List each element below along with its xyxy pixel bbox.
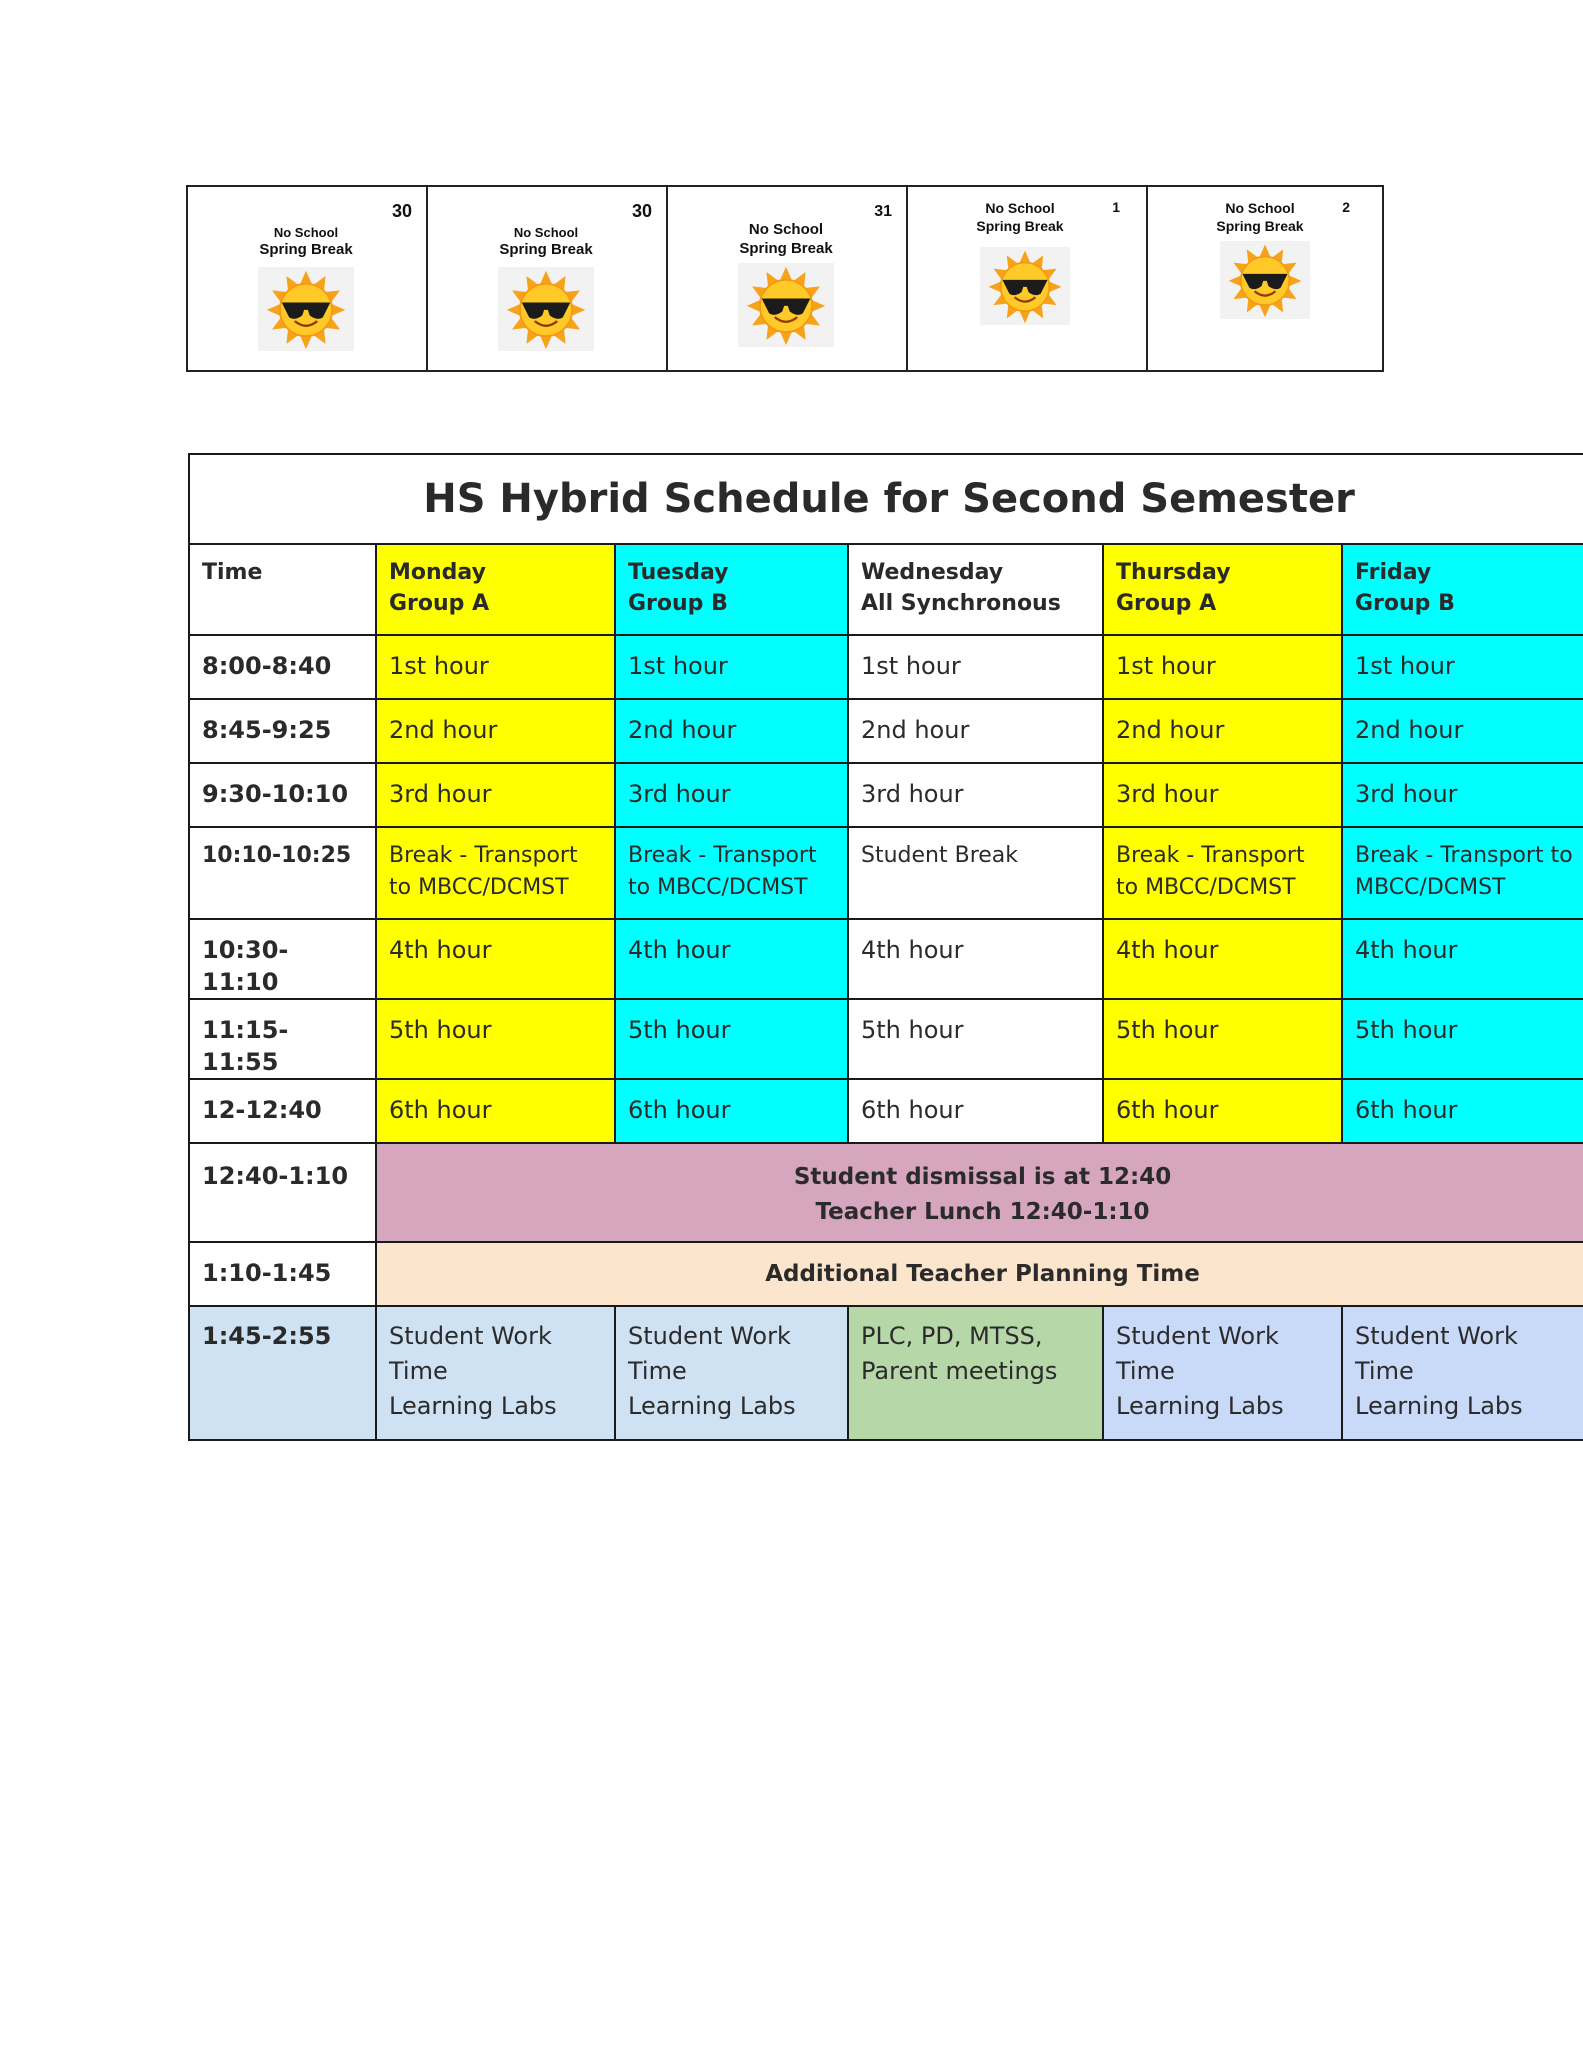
spring-break-label: Spring Break bbox=[1216, 217, 1304, 234]
period-cell-friday: Break - Transport to MBCC/DCMST bbox=[1342, 827, 1583, 919]
period-row bbox=[189, 827, 1583, 919]
period-cell-friday: 6th hour bbox=[1342, 1079, 1583, 1143]
period-cell-monday: 2nd hour bbox=[376, 699, 615, 763]
time-cell: 1:10-1:45 bbox=[189, 1242, 376, 1306]
day-number: 2 bbox=[1342, 199, 1350, 215]
time-cell: 12:40-1:10 bbox=[189, 1143, 376, 1242]
period-row bbox=[189, 635, 1583, 699]
period-cell-tuesday: 4th hour bbox=[615, 919, 848, 999]
labs-cell-tuesday: Student Work Time Learning Labs bbox=[615, 1306, 848, 1440]
period-row bbox=[189, 1079, 1583, 1143]
labs-cell-thursday: Student Work Time Learning Labs bbox=[1103, 1306, 1342, 1440]
period-cell-tuesday: 6th hour bbox=[615, 1079, 848, 1143]
labs-cell-friday: Student Work Time Learning Labs bbox=[1342, 1306, 1583, 1440]
header-monday: Monday Group A bbox=[376, 544, 615, 635]
period-cell-monday: 1st hour bbox=[376, 635, 615, 699]
spring-break-label: Spring Break bbox=[739, 239, 833, 257]
sun-sunglasses-icon bbox=[980, 247, 1070, 325]
labs-row bbox=[189, 1306, 1583, 1440]
period-cell-tuesday: 5th hour bbox=[615, 999, 848, 1079]
period-cell-friday: 4th hour bbox=[1342, 919, 1583, 999]
schedule-table bbox=[188, 453, 1583, 1441]
time-cell: 11:15-11:55 bbox=[189, 999, 376, 1079]
no-school-label: No School bbox=[273, 225, 339, 240]
sun-sunglasses-icon bbox=[498, 267, 594, 351]
period-cell-wednesday: 6th hour bbox=[848, 1079, 1103, 1143]
period-row bbox=[189, 763, 1583, 827]
period-cell-wednesday: 1st hour bbox=[848, 635, 1103, 699]
dismissal-lunch-cell: Student dismissal is at 12:40 Teacher Lunch 12:40-1:10 bbox=[376, 1143, 1583, 1242]
period-cell-thursday: 1st hour bbox=[1103, 635, 1342, 699]
calendar-day bbox=[428, 187, 668, 370]
labs-cell-monday: Student Work Time Learning Labs bbox=[376, 1306, 615, 1440]
period-cell-tuesday: Break - Transport to MBCC/DCMST bbox=[615, 827, 848, 919]
time-cell: 8:45-9:25 bbox=[189, 699, 376, 763]
plc-cell-wednesday: PLC, PD, MTSS, Parent meetings bbox=[848, 1306, 1103, 1440]
time-cell: 8:00-8:40 bbox=[189, 635, 376, 699]
day-number: 1 bbox=[1112, 199, 1120, 215]
time-cell: 1:45-2:55 bbox=[189, 1306, 376, 1440]
period-cell-wednesday: 3rd hour bbox=[848, 763, 1103, 827]
time-cell: 10:30-11:10 bbox=[189, 919, 376, 999]
planning-row bbox=[189, 1242, 1583, 1306]
sun-sunglasses-icon bbox=[1220, 241, 1310, 319]
period-cell-tuesday: 1st hour bbox=[615, 635, 848, 699]
period-cell-wednesday: Student Break bbox=[848, 827, 1103, 919]
period-cell-wednesday: 5th hour bbox=[848, 999, 1103, 1079]
sun-sunglasses-icon bbox=[738, 263, 834, 347]
period-cell-monday: 5th hour bbox=[376, 999, 615, 1079]
calendar-day bbox=[1148, 187, 1382, 370]
header-tuesday: Tuesday Group B bbox=[615, 544, 848, 635]
period-cell-thursday: 6th hour bbox=[1103, 1079, 1342, 1143]
sun-sunglasses-icon bbox=[258, 267, 354, 351]
period-cell-friday: 5th hour bbox=[1342, 999, 1583, 1079]
spring-break-calendar bbox=[186, 185, 1384, 372]
period-cell-monday: Break - Transport to MBCC/DCMST bbox=[376, 827, 615, 919]
period-row bbox=[189, 699, 1583, 763]
day-number: 31 bbox=[874, 203, 892, 220]
no-school-label: No School bbox=[748, 221, 824, 238]
schedule-title: HS Hybrid Schedule for Second Semester bbox=[189, 454, 1583, 544]
period-cell-thursday: 3rd hour bbox=[1103, 763, 1342, 827]
no-school-label: No School bbox=[513, 225, 579, 240]
period-cell-thursday: Break - Transport to MBCC/DCMST bbox=[1103, 827, 1342, 919]
day-number: 30 bbox=[631, 201, 652, 221]
period-cell-friday: 2nd hour bbox=[1342, 699, 1583, 763]
hybrid-schedule bbox=[188, 453, 1583, 1420]
header-thursday: Thursday Group A bbox=[1103, 544, 1342, 635]
no-school-label: No School bbox=[985, 200, 1055, 216]
no-school-label: No School bbox=[1225, 200, 1295, 216]
period-cell-monday: 6th hour bbox=[376, 1079, 615, 1143]
period-cell-wednesday: 2nd hour bbox=[848, 699, 1103, 763]
period-cell-friday: 3rd hour bbox=[1342, 763, 1583, 827]
period-cell-thursday: 4th hour bbox=[1103, 919, 1342, 999]
lunch-row bbox=[189, 1143, 1583, 1242]
period-cell-wednesday: 4th hour bbox=[848, 919, 1103, 999]
header-row bbox=[189, 544, 1583, 635]
period-cell-monday: 3rd hour bbox=[376, 763, 615, 827]
time-cell: 12-12:40 bbox=[189, 1079, 376, 1143]
spring-break-label: Spring Break bbox=[976, 217, 1064, 234]
calendar-day bbox=[908, 187, 1148, 370]
header-time: Time bbox=[189, 544, 376, 635]
period-cell-tuesday: 2nd hour bbox=[615, 699, 848, 763]
spring-break-label: Spring Break bbox=[499, 241, 593, 259]
period-row bbox=[189, 919, 1583, 999]
period-cell-friday: 1st hour bbox=[1342, 635, 1583, 699]
time-cell: 9:30-10:10 bbox=[189, 763, 376, 827]
calendar-day bbox=[668, 187, 908, 370]
period-cell-thursday: 5th hour bbox=[1103, 999, 1342, 1079]
period-cell-tuesday: 3rd hour bbox=[615, 763, 848, 827]
header-wednesday: Wednesday All Synchronous bbox=[848, 544, 1103, 635]
time-cell: 10:10-10:25 bbox=[189, 827, 376, 919]
period-row bbox=[189, 999, 1583, 1079]
calendar-day bbox=[188, 187, 428, 370]
period-cell-monday: 4th hour bbox=[376, 919, 615, 999]
spring-break-label: Spring Break bbox=[259, 241, 353, 259]
header-friday: Friday Group B bbox=[1342, 544, 1583, 635]
day-number: 30 bbox=[391, 201, 412, 221]
period-cell-thursday: 2nd hour bbox=[1103, 699, 1342, 763]
planning-time-cell: Additional Teacher Planning Time bbox=[376, 1242, 1583, 1306]
